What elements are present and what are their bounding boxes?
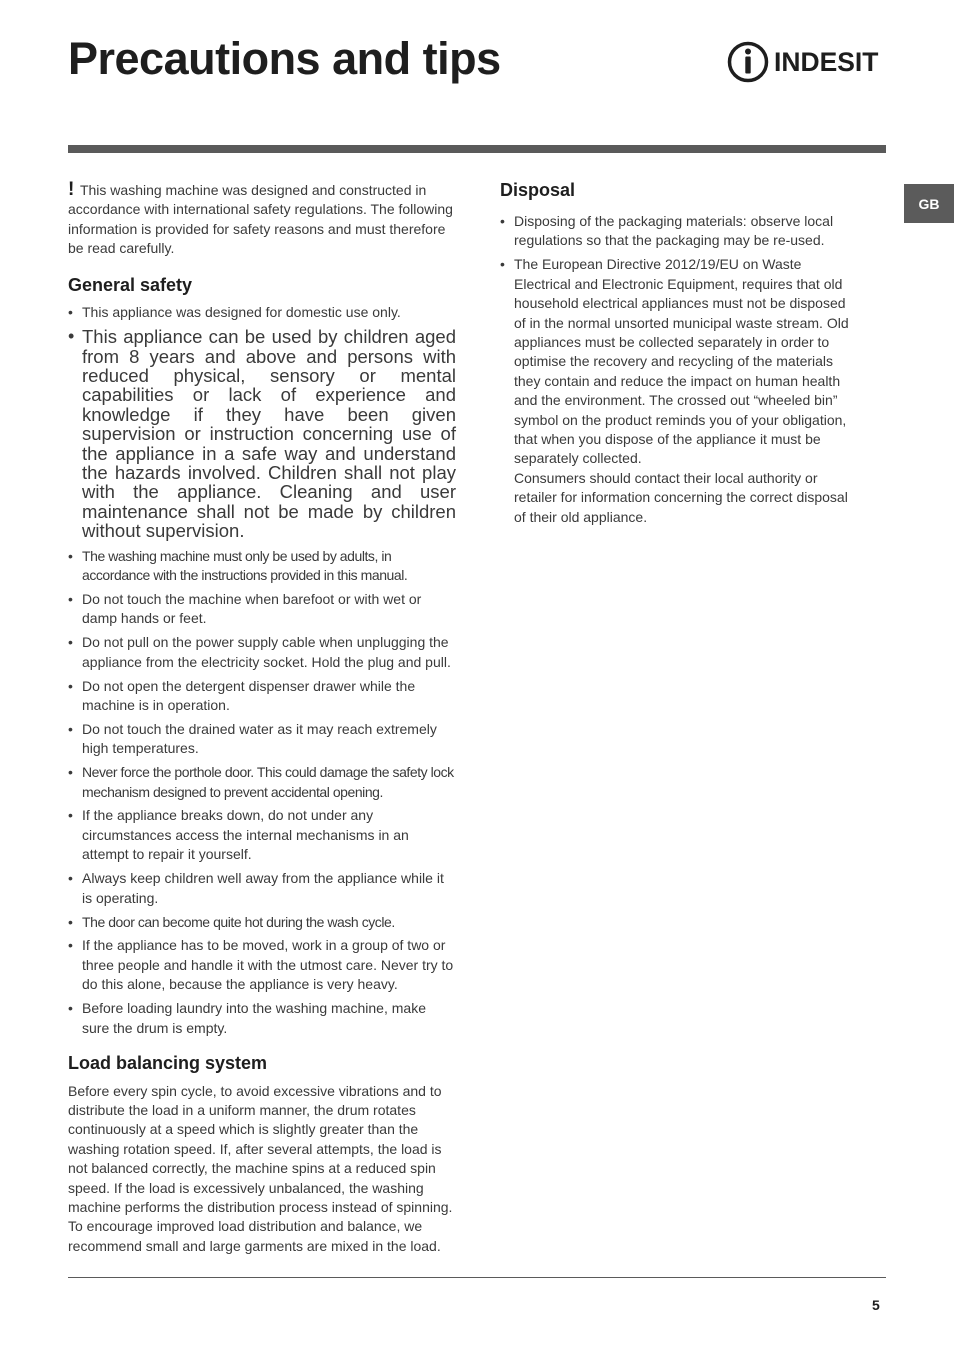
load-balancing-text: Before every spin cycle, to avoid excessive vibrations and to distribute the load in a uniform manner, the drum rotates continuously at a speed which is slightly greater than the washing rotation speed. If, after several attempts, the load is not balanced correctly, the machine spins at a reduced spin speed. If the load is excessively unbalanced, the washing machine performs the distribution process instead of spinning. To encourage improved load distribution and balance, we recommend small and large garments are mixed in the load. [68, 1082, 453, 1254]
warning-icon: ! [68, 179, 75, 200]
disposal-note: Consumers should contact their local authority or retailer for information concerning the correct disposal of their old appliance. [514, 469, 848, 525]
general-safety-list [68, 303, 456, 1038]
list-item: • Never force the porthole door. This could damage the safety lock mechanism designed to prevent accidental opening. [68, 763, 456, 802]
intro-text: This washing machine was designed and constructed in accordance with international safety regulations. The following information is provided for safety reasons and must therefore be read carefully. [68, 182, 453, 257]
brand-wordmark: INDESIT [774, 46, 879, 77]
disposal-heading: Disposal [500, 180, 576, 200]
intro-paragraph [68, 180, 456, 259]
list-item: • The washing machine must only be used by adults, in accordance with the instructions provided in this manual. [68, 547, 456, 586]
list-item: • If the appliance has to be moved, work in a group of two or three people and handle it with the utmost care. Never try to do this alone, because the appliance is very heavy. [68, 936, 456, 994]
list-item: • Disposing of the packaging materials: observe local regulations so that the packaging may be re-used. [500, 212, 860, 251]
list-item: • Do not touch the machine when barefoot or with wet or damp hands or feet. [68, 590, 456, 629]
weee-text: The European Directive 2012/19/EU on Waste Electrical and Electronic Equipment, requires that old household electrical appliances must not be disposed of in the normal unsorted municipal waste stream. Old appliances must be collected separately in order to optimise the recovery and recycling of the materials they contain and reduce the impact on human health and the environment. The crossed out “wheeled bin” symbol on the product reminds you of your obligation, that when you dispose of the appliance it must be separately collected. [514, 256, 849, 467]
disposal-list [500, 212, 860, 528]
right-column [500, 180, 860, 532]
indesit-logo [726, 40, 888, 84]
list-item: • The door can become quite hot during the wash cycle. [68, 913, 456, 932]
general-safety-heading: General safety [68, 274, 193, 295]
language-tab: GB [904, 184, 954, 223]
list-item: • This appliance was designed for domestic use only. [68, 303, 456, 322]
page-title: Precautions and tips [68, 33, 501, 84]
list-item [500, 255, 860, 527]
list-item: • Before loading laundry into the washing machine, make sure the drum is empty. [68, 999, 456, 1038]
list-item: • Do not pull on the power supply cable when unplugging the appliance from the electricity socket. Hold the plug and pull. [68, 633, 456, 672]
list-item: • This appliance can be used by children aged from 8 years and above and persons with reduced physical, sensory or mental capabilities or lack of experience and knowledge if they have been given supervision or instruction concerning use of the appliance in a safe way and understand the hazards involved. Children shall not play with the appliance. Cleaning and user maintenance shall not be made by children without supervision. [68, 327, 456, 540]
list-item: • Always keep children well away from the appliance while it is operating. [68, 869, 456, 908]
list-item: • Do not open the detergent dispenser drawer while the machine is in operation. [68, 677, 456, 716]
load-balancing-heading: Load balancing system [68, 1052, 268, 1073]
left-column [68, 180, 456, 1256]
indesit-logo-icon [726, 40, 770, 84]
page-number: 5 [872, 1297, 880, 1313]
header-divider [68, 145, 886, 153]
list-item: • Do not touch the drained water as it may reach extremely high temperatures. [68, 720, 456, 759]
list-item: • If the appliance breaks down, do not under any circumstances access the internal mechanisms in an attempt to repair it yourself. [68, 806, 456, 864]
footer-divider [68, 1277, 886, 1278]
